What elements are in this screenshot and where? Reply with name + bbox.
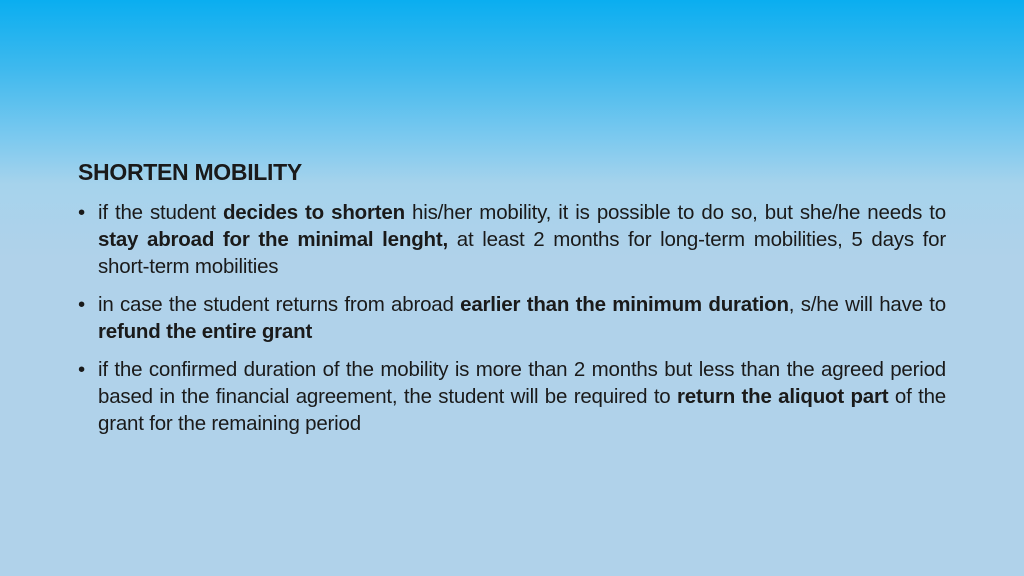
bullet-emphasis: return the aliquot part: [677, 385, 889, 408]
bullet-text: at least 2 months for long-term mobilities, 5 days for short-term mobilities: [98, 228, 946, 278]
bullet-text: if the confirmed duration of the mobility is more than 2 months but less than the agreed period based in the financial agreement, the student will be required to: [98, 358, 946, 408]
bullet-list: [78, 199, 946, 437]
bullet-text: his/her mobility, it is possible to do so, but she/he needs to: [404, 201, 946, 224]
slide-title: SHORTEN MOBILITY: [78, 159, 302, 185]
bullet-emphasis: decides to shorten: [222, 201, 405, 224]
bullet-text: in case the student returns from abroad: [98, 293, 461, 316]
bullet-text: , s/he will have to: [788, 293, 946, 316]
bullet-emphasis: earlier than the minimum duration: [460, 293, 789, 316]
slide-content: [78, 157, 946, 448]
bullet-item: [78, 356, 946, 437]
bullet-dot-icon: •: [78, 293, 85, 316]
bullet-emphasis: stay abroad for the minimal lenght,: [98, 228, 448, 251]
bullet-dot-icon: •: [78, 358, 85, 381]
bullet-item: [78, 291, 946, 345]
bullet-text: of the grant for the remaining period: [98, 385, 946, 435]
bullet-item: [78, 199, 946, 280]
bullet-text: if the student: [98, 201, 223, 224]
bullet-dot-icon: •: [78, 201, 85, 224]
bullet-emphasis: refund the entire grant: [98, 320, 313, 343]
